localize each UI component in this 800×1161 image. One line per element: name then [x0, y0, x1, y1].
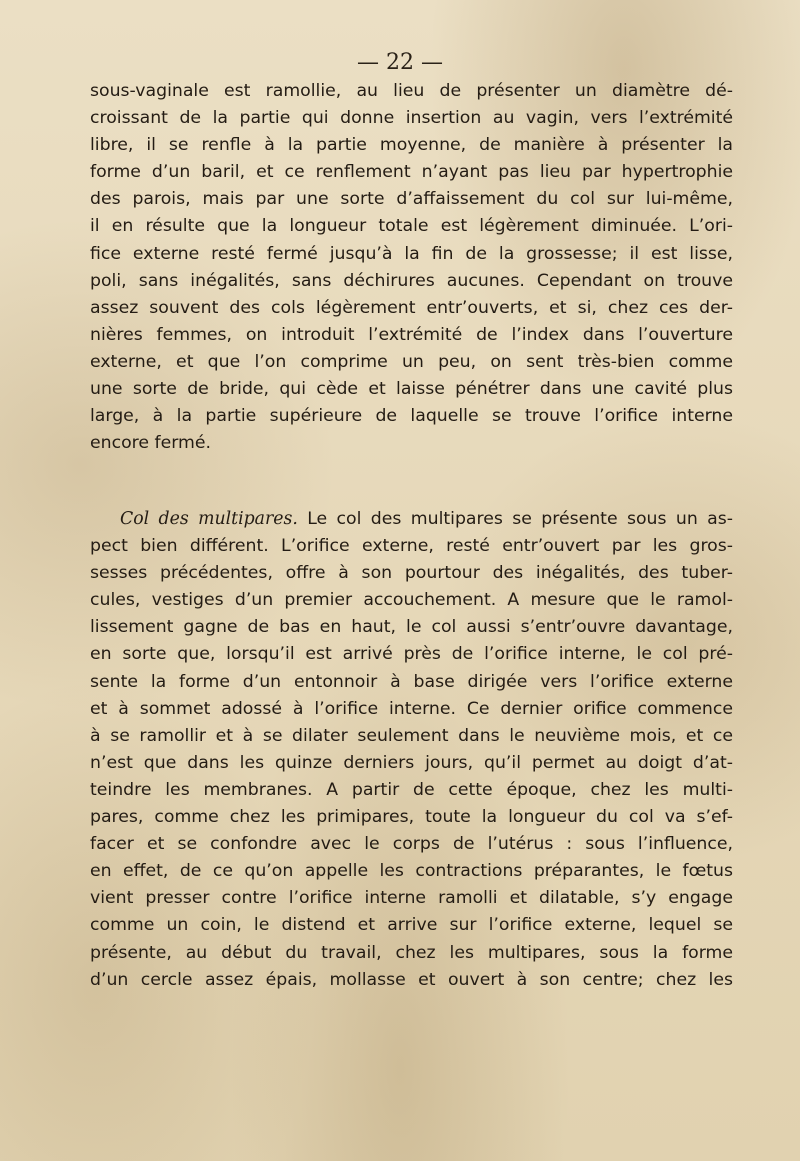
text-line: et à sommet adossé à l’orifice interne. Ce dernier orifice commence [90, 698, 733, 719]
text-line: pect bien différent. L’orifice externe, resté entr’ouvert par les gros- [90, 536, 733, 557]
text-line: facer et se confondre avec le corps de l’utérus : sous l’influence, [90, 834, 733, 855]
text-line: une sorte de bride, qui cède et laisse pénétrer dans une cavité plus [90, 379, 733, 400]
text-line: encore fermé. [90, 433, 211, 454]
text-line: présente, au début du travail, chez les multipares, sous la forme [90, 942, 733, 963]
text-line: à se ramollir et à se dilater seulement dans le neuvième mois, et ce [90, 725, 733, 746]
text-line: nières femmes, on introduit l’extrémité de l’index dans l’ouverture [90, 324, 733, 345]
text-line: externe, et que l’on comprime un peu, on sent très-bien comme [90, 351, 733, 372]
text-line: en effet, de ce qu’on appelle les contractions préparantes, le fœtus [90, 861, 733, 882]
text-line: assez souvent des cols légèrement entr’ouverts, et si, chez ces der- [90, 297, 733, 318]
text-line: des parois, mais par une sorte d’affaissement du col sur lui-même, [90, 189, 733, 210]
text-line: vient presser contre l’orifice interne ramolli et dilatable, s’y engage [90, 888, 733, 909]
paragraph-primipares-cervix [90, 78, 733, 457]
text-line: n’est que dans les quinze derniers jours, qu’il permet au doigt d’at- [90, 752, 733, 773]
text-line: sesses précédentes, offre à son pourtour des inégalités, des tuber- [90, 563, 733, 584]
text-line: large, à la partie supérieure de laquelle se trouve l’orifice interne [90, 406, 733, 427]
text-line: lissement gagne de bas en haut, le col aussi s’entr’ouvre davantage, [90, 617, 733, 638]
text-line: teindre les membranes. A partir de cette époque, chez les multi- [90, 779, 733, 800]
text-line: pares, comme chez les primipares, toute la longueur du col va s’ef- [90, 807, 733, 828]
text-line: croissant de la partie qui donne insertion au vagin, vers l’extrémité [90, 108, 733, 129]
text-line: il en résulte que la longueur totale est légèrement diminuée. L’ori- [90, 216, 733, 237]
text-line: sente la forme d’un entonnoir à base dirigée vers l’orifice externe [90, 671, 733, 692]
page-number: — 22 — [357, 50, 443, 75]
text-line: fice externe resté fermé jusqu’à la fin de la grossesse; il est lisse, [90, 243, 733, 264]
text-line: d’un cercle assez épais, mollasse et ouvert à son centre; chez les [90, 969, 733, 990]
text-line: poli, sans inégalités, sans déchirures aucunes. Cependant on trouve [90, 270, 733, 291]
text-line-rest: Le col des multipares se présente sous un as- [297, 509, 734, 529]
paragraph-multipares-cervix [90, 506, 733, 994]
text-line: comme un coin, le distend et arrive sur l’orifice externe, lequel se [90, 915, 733, 936]
text-line: cules, vestiges d’un premier accouchement. A mesure que le ramol- [90, 590, 733, 611]
text-line: libre, il se renfle à la partie moyenne, de manière à présenter la [90, 135, 733, 156]
section-heading-italic: Col des multipares. [120, 509, 298, 529]
text-line [90, 506, 733, 533]
text-line: en sorte que, lorsqu’il est arrivé près de l’orifice interne, le col pré- [90, 644, 733, 665]
text-line: sous-vaginale est ramollie, au lieu de présenter un diamètre dé- [90, 81, 733, 101]
text-line: forme d’un baril, et ce renflement n’ayant pas lieu par hypertrophie [90, 162, 733, 183]
